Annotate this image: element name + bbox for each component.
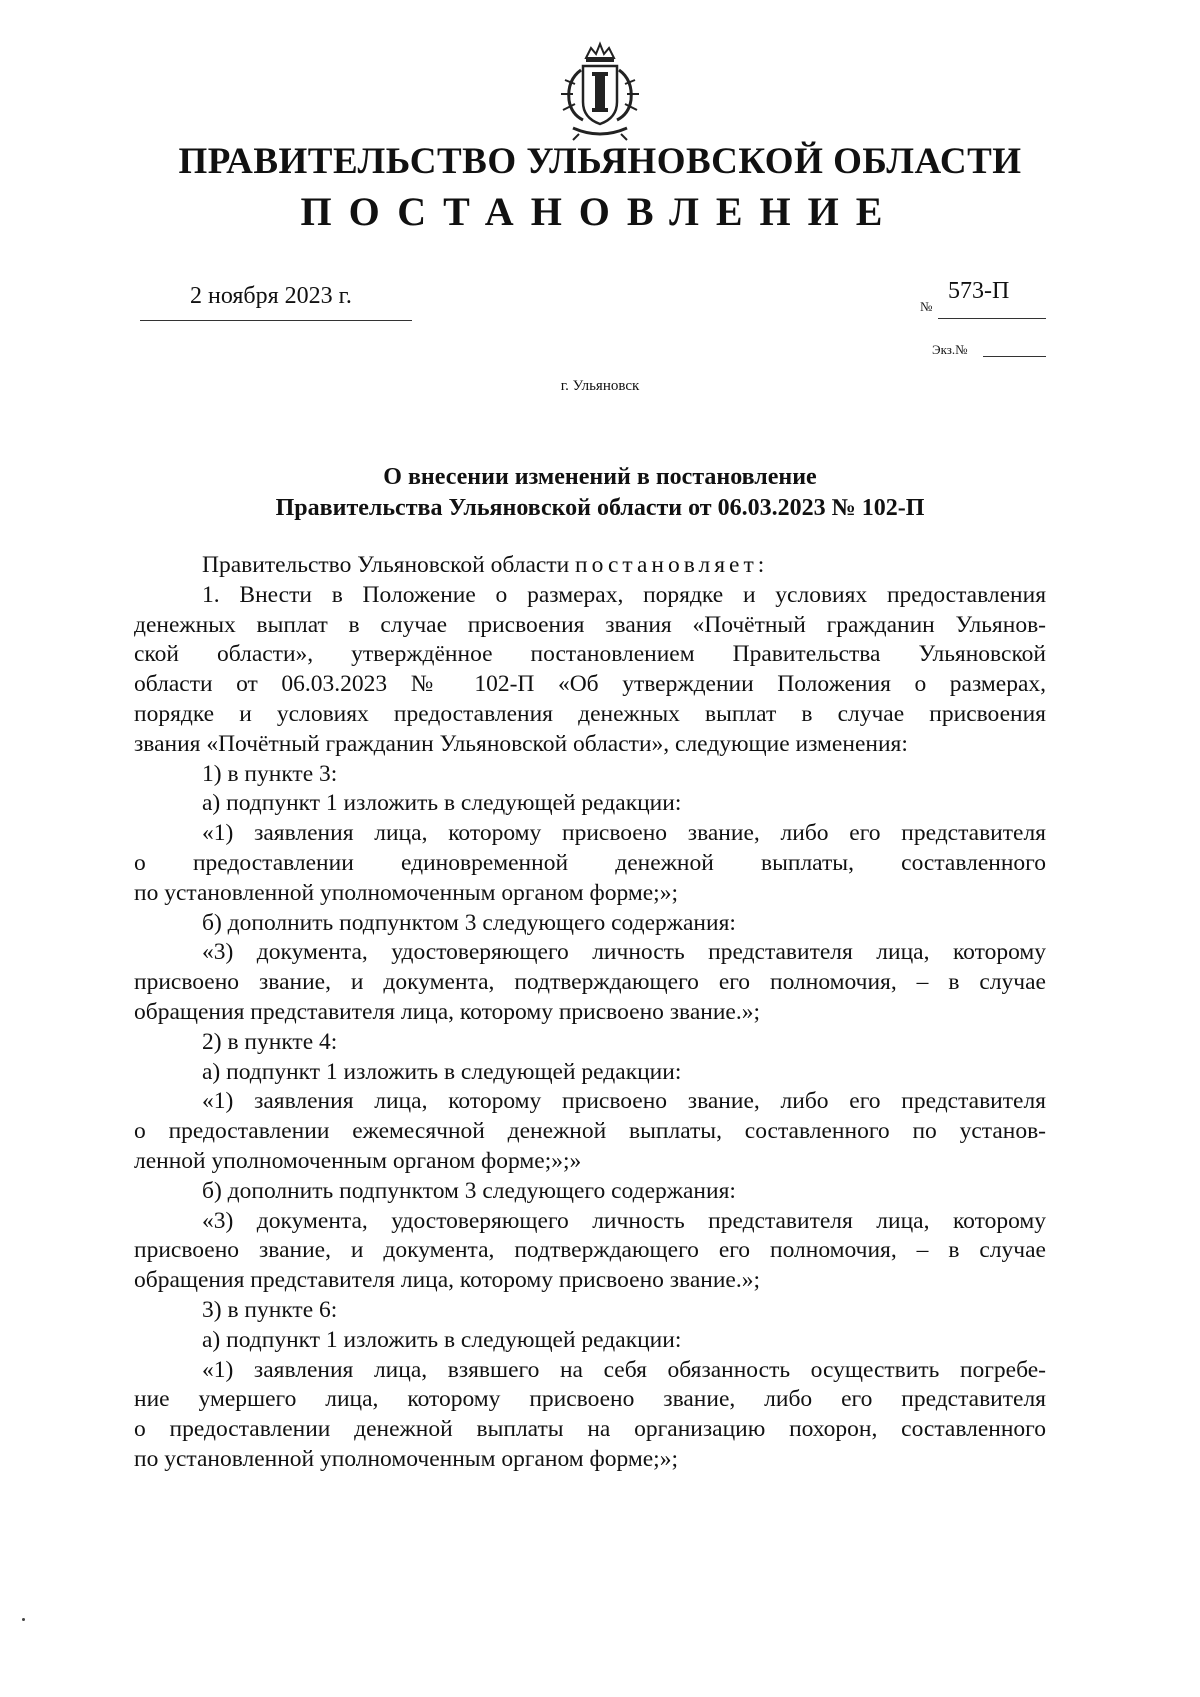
body-line: «1) заявления лица, которому присвоено звание, либо его представителя xyxy=(202,820,1046,847)
body-line: по установленной уполномоченным органом форме;»; xyxy=(134,879,678,906)
body-line: а) подпункт 1 изложить в следующей редакции: xyxy=(202,1058,682,1085)
body-line: «1) заявления лица, взявшего на себя обязанность осуществить погребе- xyxy=(202,1356,1046,1383)
body-line: «1) заявления лица, которому присвоено звание, либо его представителя xyxy=(202,1088,1046,1115)
preamble-colon: : xyxy=(757,552,765,578)
document-body xyxy=(134,551,1046,1475)
body-line: 3) в пункте 6: xyxy=(202,1296,338,1323)
document-subject xyxy=(0,462,1200,524)
body-line: обращения представителя лица, которому присвоено звание.»; xyxy=(134,998,761,1025)
coat-of-arms-icon xyxy=(553,40,647,144)
body-line: порядке и условиях предоставления денежных выплат в случае присвоения xyxy=(134,700,1046,727)
preamble xyxy=(134,551,1046,581)
body-line: ленной уполномоченным органом форме;»;» xyxy=(134,1147,582,1174)
preamble-text: Правительство Ульяновской области xyxy=(202,552,576,578)
date-underline xyxy=(140,320,412,321)
body-line: о предоставлении денежной выплаты на организацию похорон, составленного xyxy=(134,1416,1046,1443)
government-title: ПРАВИТЕЛЬСТВО УЛЬЯНОВСКОЙ ОБЛАСТИ xyxy=(178,141,1022,182)
body-line: 1. Внести в Положение о размерах, порядке и условиях предоставления xyxy=(202,581,1046,608)
preamble-verb: постановляет xyxy=(575,552,758,578)
copy-number-label: Экз.№ xyxy=(932,342,968,357)
subject-line-2: Правительства Ульяновской области от 06.03.2023 № 102-П xyxy=(275,495,925,521)
number-underline xyxy=(938,318,1046,319)
body-line: о предоставлении единовременной денежной выплаты, составленного xyxy=(134,849,1046,876)
number-sign: № xyxy=(920,299,933,314)
document-date: 2 ноября 2023 г. xyxy=(190,283,352,309)
body-line: «3) документа, удостоверяющего личность представителя лица, которому xyxy=(202,1207,1046,1234)
body-line: обращения представителя лица, которому присвоено звание.»; xyxy=(134,1267,761,1294)
body-line: присвоено звание, и документа, подтверждающего его полномочия, – в случае xyxy=(134,1237,1046,1264)
body-line: по установленной уполномоченным органом форме;»; xyxy=(134,1445,678,1472)
body-line: области от 06.03.2023 № 102-П «Об утверждении Положения о размерах, xyxy=(134,671,1046,698)
city: г. Ульяновск xyxy=(560,378,640,394)
body-line: «3) документа, удостоверяющего личность представителя лица, которому xyxy=(202,939,1046,966)
body-line: присвоено звание, и документа, подтверждающего его полномочия, – в случае xyxy=(134,969,1046,996)
body-line: звания «Почётный гражданин Ульяновской области», следующие изменения: xyxy=(134,730,908,757)
body-line: а) подпункт 1 изложить в следующей редакции: xyxy=(202,790,682,817)
subject-line-1: О внесении изменений в постановление xyxy=(383,464,817,490)
body-line: ской области», утверждённое постановлением Правительства Ульяновской xyxy=(134,641,1046,668)
body-line: 2) в пункте 4: xyxy=(202,1028,338,1055)
body-line: б) дополнить подпунктом 3 следующего содержания: xyxy=(202,909,736,936)
body-line: денежных выплат в случае присвоения звания «Почётный гражданин Ульянов- xyxy=(134,611,1046,638)
body-line: а) подпункт 1 изложить в следующей редакции: xyxy=(202,1326,682,1353)
copy-number-underline xyxy=(983,356,1046,357)
body-line: о предоставлении ежемесячной денежной выплаты, составленного по установ- xyxy=(134,1118,1046,1145)
document-type: ПОСТАНОВЛЕНИЕ xyxy=(300,189,900,234)
body-line: б) дополнить подпунктом 3 следующего содержания: xyxy=(202,1177,736,1204)
body-line: ние умершего лица, которому присвоено звание, либо его представителя xyxy=(134,1386,1046,1413)
body-line: 1) в пункте 3: xyxy=(202,760,338,787)
scan-speck xyxy=(22,1618,25,1621)
document-number: 573-П xyxy=(948,278,1010,304)
